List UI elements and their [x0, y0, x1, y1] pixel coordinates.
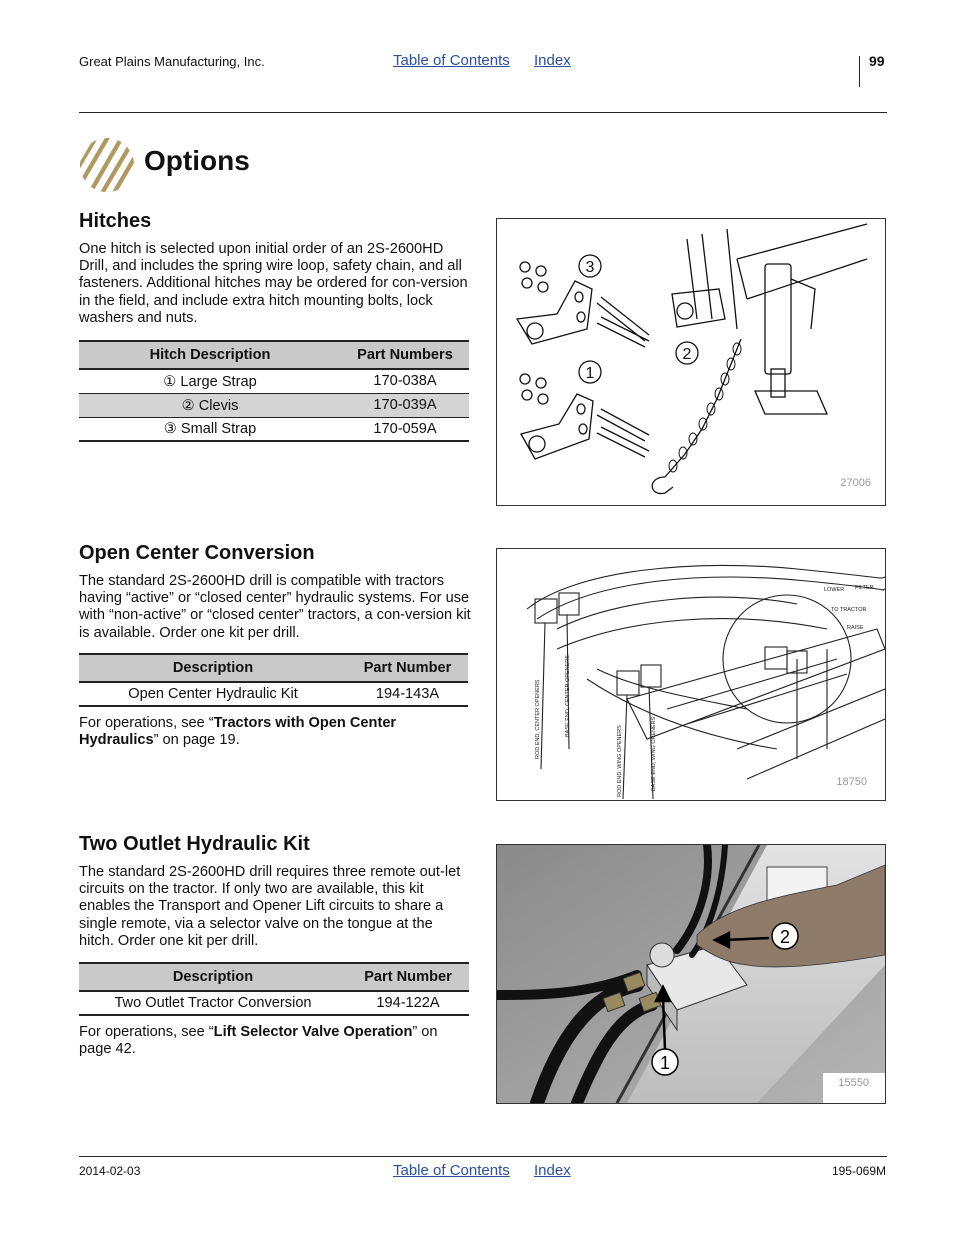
footer-rule [79, 1156, 887, 1157]
figure-number: 15550 [838, 1077, 869, 1089]
rod-end-wing-label: ROD END, WING OPENERS [617, 725, 623, 797]
company-name: Great Plains Manufacturing, Inc. [79, 54, 265, 69]
document-number: 195-069M [831, 1164, 886, 1178]
page-number: 99 [869, 53, 885, 69]
table-cell: ③ Small Strap [79, 417, 341, 441]
header-toc-link[interactable]: Table of Contents [393, 52, 510, 69]
figure-number: 18750 [836, 776, 867, 788]
two-outlet-photo [496, 844, 886, 1104]
table-cell: 170-059A [341, 417, 469, 441]
open-center-body: The standard 2S-2600HD drill is compatible with tractors having “active” or “closed center” hydraulic systems. For use with “non-active” or “closed center” tractors, a con-version kit is available. Order one kit per drill. [79, 573, 471, 641]
open-center-table [79, 653, 468, 707]
table-cell: Open Center Hydraulic Kit [79, 682, 347, 706]
lower-label: LOWER [824, 587, 845, 593]
filter-label: FILTER [855, 585, 874, 591]
table-cell: 170-038A [341, 369, 469, 393]
hydraulic-diagram [497, 549, 885, 800]
table-row [79, 417, 469, 441]
table-cell: 170-039A [341, 393, 469, 417]
hitch-illustration [497, 219, 885, 505]
footer-toc-link[interactable]: Table of Contents [393, 1162, 510, 1179]
two-outlet-table [79, 962, 469, 1016]
to-tractor-label: TO TRACTOR [831, 607, 867, 613]
table-header: Part Numbers [341, 341, 469, 369]
table-row [79, 682, 468, 706]
table-header: Description [79, 963, 347, 991]
table-row [79, 393, 469, 417]
table-cell: 194-143A [347, 682, 468, 706]
two-outlet-reference: For operations, see “Lift Selector Valve Operation” on page 42. [79, 1024, 438, 1058]
table-header: Description [79, 654, 347, 682]
page-title: Options [144, 145, 250, 176]
header-divider [859, 56, 860, 87]
reference-link[interactable]: Lift Selector Valve Operation [213, 1024, 413, 1040]
hitches-table [79, 340, 469, 442]
selector-valve-photo [497, 845, 885, 1103]
rod-end-center-label: ROD END, CENTER OPENERS [535, 679, 541, 759]
table-cell: Two Outlet Tractor Conversion [79, 991, 347, 1015]
two-outlet-body: The standard 2S-2600HD drill requires three remote out-let circuits on the tractor. If only two are available, this kit enables the Transport and Opener Lift circuits to share a single remote, via a selector valve on the tongue at the hitch. Order one kit per drill. [79, 864, 461, 949]
table-cell: 194-122A [347, 991, 469, 1015]
two-outlet-heading: Two Outlet Hydraulic Kit [79, 833, 310, 855]
table-cell: ② Clevis [79, 393, 341, 417]
figure-number: 27006 [840, 477, 871, 489]
open-center-reference: For operations, see “Tractors with Open Center Hydraulics” on page 19. [79, 715, 397, 749]
footer-date: 2014-02-03 [79, 1164, 141, 1178]
header-rule [79, 112, 887, 113]
raise-label: RAISE [847, 625, 864, 631]
callout-1: 1 [585, 365, 595, 382]
table-header: Part Number [347, 654, 468, 682]
table-header: Part Number [347, 963, 469, 991]
base-end-center-label: BASE END, CENTER OPENERS [565, 655, 571, 737]
hitches-figure [496, 218, 886, 506]
table-header: Hitch Description [79, 341, 341, 369]
great-plains-logo-icon [79, 137, 135, 193]
open-center-heading: Open Center Conversion [79, 542, 315, 564]
callout-1: 1 [659, 1053, 671, 1073]
open-center-figure [496, 548, 886, 801]
reference-link[interactable]: Tractors with Open Center Hydraulics [79, 715, 397, 749]
callout-3: 3 [585, 259, 595, 276]
base-end-wing-label: BASE END, WING OPENERS [651, 716, 657, 791]
hitches-body: One hitch is selected upon initial order of an 2S-2600HD Drill, and includes the spring wire loop, safety chain, and all fasteners. Additional hitches may be ordered for con-version in the field, and include extra hitch mounting bolts, lock washers and nuts. [79, 241, 468, 326]
callout-2: 2 [779, 927, 791, 947]
footer-index-link[interactable]: Index [534, 1162, 571, 1179]
table-row [79, 991, 469, 1015]
header-index-link[interactable]: Index [534, 52, 571, 69]
table-row [79, 369, 469, 393]
hitches-heading: Hitches [79, 210, 152, 232]
callout-2: 2 [682, 346, 692, 363]
table-cell: ① Large Strap [79, 369, 341, 393]
